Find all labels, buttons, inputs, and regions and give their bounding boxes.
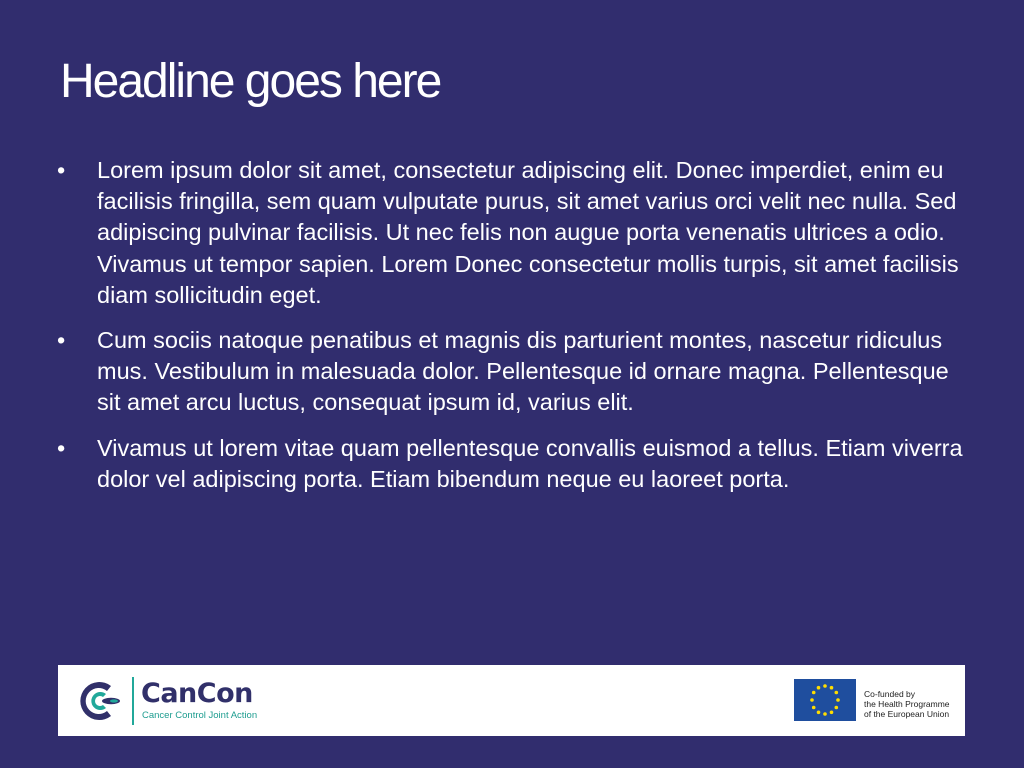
eu-flag-icon <box>794 679 856 721</box>
logo-divider <box>132 677 134 725</box>
logo-tagline: Cancer Control Joint Action <box>142 710 258 721</box>
slide-title: Headline goes here <box>60 55 441 108</box>
bullet-marker: • <box>57 327 66 354</box>
bullet-marker: • <box>57 157 66 183</box>
eu-funding-line: Co-funded by <box>864 689 916 699</box>
bullet-marker: • <box>57 434 66 461</box>
bullet-text: Cum sociis natoque penatibus et magnis dis parturient montes, nascetur ridiculus mus. Vestibulum in malesuada dolor. Pellentesque id ornare magna. Pellentesque sit amet arcu luctus, consequat ipsum id, varius elit. <box>97 327 949 416</box>
bullet-item <box>57 433 967 495</box>
bullet-list <box>57 155 967 509</box>
eu-funding-line: of the European Union <box>864 709 950 719</box>
logo-wordmark: CanCon <box>141 678 253 709</box>
footer-logo-bar <box>58 665 965 736</box>
bullet-item <box>57 155 967 311</box>
cancon-c-mark-icon <box>76 677 124 725</box>
bullet-text: Vivamus ut lorem vitae quam pellentesque convallis euismod a tellus. Etiam viverra dolor vel adipiscing porta. Etiam bibendum neque eu laoreet porta. <box>97 434 963 492</box>
eu-funding-text <box>864 689 950 719</box>
eu-funding-line: the Health Programme <box>864 699 950 709</box>
bullet-text: Lorem ipsum dolor sit amet, consectetur adipiscing elit. Donec imperdiet, enim eu facilisis fringilla, sem quam vulputate purus, sit amet varius orci velit nec nulla. Sed adipiscing pulvinar facilisis. Ut nec felis non augue porta venenatis ultrices a odio. Vivamus ut tempor sapien. Lorem Donec consectetur mollis turpis, sit amet facilisis diam sollicitudin eget. <box>97 157 959 308</box>
bullet-item <box>57 325 967 419</box>
